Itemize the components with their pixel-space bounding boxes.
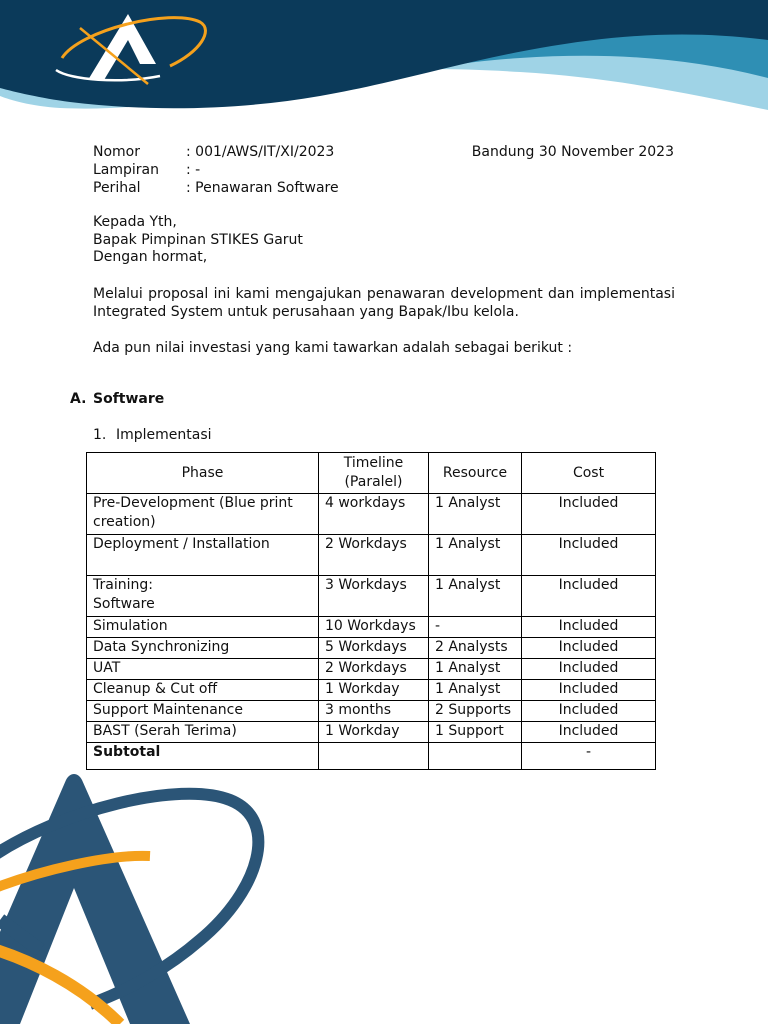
cell-phase: Cleanup & Cut off [87, 680, 319, 701]
header-wave-banner [0, 0, 768, 120]
cell-timeline: 10 Workdays [319, 617, 429, 638]
table-header-row [87, 453, 656, 494]
cell-timeline: 5 Workdays [319, 638, 429, 659]
cell-phase: Deployment / Installation [87, 535, 319, 576]
subtotal-timeline-empty [319, 743, 429, 770]
section-letter: A. [70, 391, 87, 407]
cell-timeline: 4 workdays [319, 494, 429, 535]
cell-timeline: 1 Workday [319, 680, 429, 701]
header-timeline: Timeline (Paralel) [319, 453, 429, 494]
letter-date: Bandung 30 November 2023 [471, 144, 674, 160]
cell-cost: Included [522, 659, 656, 680]
cell-cost: Included [522, 576, 656, 617]
cell-resource: 1 Analyst [429, 576, 522, 617]
cell-phase: Simulation [87, 617, 319, 638]
cell-timeline: 2 Workdays [319, 659, 429, 680]
cell-phase [87, 576, 319, 617]
subsection-title: Implementasi [116, 427, 212, 443]
cell-timeline: 3 months [319, 701, 429, 722]
cell-timeline: 1 Workday [319, 722, 429, 743]
cell-cost: Included [522, 680, 656, 701]
field-label-nomor: Nomor [93, 144, 140, 160]
cell-cost: Included [522, 535, 656, 576]
subtotal-resource-empty [429, 743, 522, 770]
field-value-perihal: : Penawaran Software [186, 180, 339, 196]
field-value-nomor: : 001/AWS/IT/XI/2023 [186, 144, 335, 160]
cell-phase: BAST (Serah Terima) [87, 722, 319, 743]
table-row [87, 659, 656, 680]
field-value-lampiran: : - [186, 162, 201, 178]
cell-cost: Included [522, 722, 656, 743]
table-row [87, 701, 656, 722]
table-row [87, 617, 656, 638]
recipient-name: Bapak Pimpinan STIKES Garut [93, 231, 303, 248]
table-row [87, 535, 656, 576]
recipient-greeting: Kepada Yth, [93, 214, 177, 230]
header-phase: Phase [87, 453, 319, 494]
subtotal-label: Subtotal [87, 743, 319, 770]
implementation-table [86, 452, 656, 770]
investment-line: Ada pun nilai investasi yang kami tawarkan adalah sebagai berikut : [93, 340, 573, 356]
cell-cost: Included [522, 638, 656, 659]
cell-resource: 1 Analyst [429, 494, 522, 535]
field-label-perihal: Perihal [93, 180, 141, 196]
cell-phase-text: Training: Software [93, 577, 155, 612]
cell-resource: 1 Analyst [429, 659, 522, 680]
cell-phase: UAT [87, 659, 319, 680]
cell-cost: Included [522, 617, 656, 638]
field-label-lampiran: Lampiran [93, 162, 160, 178]
recipient-block [93, 214, 303, 267]
cell-resource: - [429, 617, 522, 638]
intro-line-2: Integrated System untuk perusahaan yang Bapak/Ibu kelola. [93, 304, 519, 320]
subsection-number: 1. [93, 427, 107, 443]
cell-phase: Pre-Development (Blue print creation) [87, 494, 319, 535]
table-row [87, 680, 656, 701]
cell-phase: Support Maintenance [87, 701, 319, 722]
cell-cost: Included [522, 494, 656, 535]
section-title: Software [93, 391, 165, 407]
subtotal-row [87, 743, 656, 770]
header-cost: Cost [522, 453, 656, 494]
cell-resource: 1 Analyst [429, 535, 522, 576]
salutation: Dengan hormat, [93, 249, 208, 265]
letter-header-fields [0, 144, 768, 204]
cell-resource: 2 Analysts [429, 638, 522, 659]
cell-timeline: 3 Workdays [319, 576, 429, 617]
watermark-logo [0, 770, 280, 1024]
cell-phase: Data Synchronizing [87, 638, 319, 659]
cell-resource: 1 Analyst [429, 680, 522, 701]
cell-resource: 1 Support [429, 722, 522, 743]
header-resource: Resource [429, 453, 522, 494]
intro-line-1: Melalui proposal ini kami mengajukan penawaran development dan implementasi [93, 286, 675, 302]
cell-timeline: 2 Workdays [319, 535, 429, 576]
cell-resource: 2 Supports [429, 701, 522, 722]
subtotal-cost: - [522, 743, 656, 770]
table-row [87, 576, 656, 617]
table-row [87, 722, 656, 743]
table-row [87, 494, 656, 535]
table-row [87, 638, 656, 659]
cell-cost: Included [522, 701, 656, 722]
